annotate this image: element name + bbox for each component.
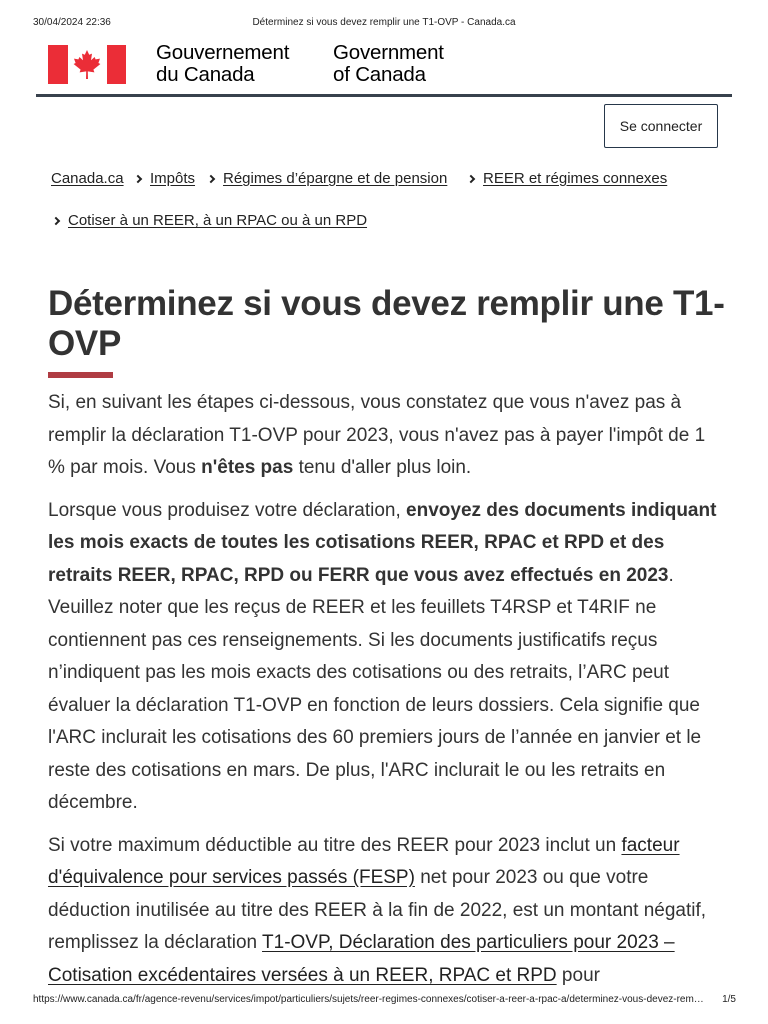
breadcrumb-link[interactable]: Impôts bbox=[150, 170, 196, 187]
chevron-right-icon bbox=[134, 174, 142, 182]
breadcrumb-item-canada[interactable] bbox=[51, 170, 124, 187]
breadcrumb-link[interactable]: Cotiser à un REER, à un RPAC ou à un RPD bbox=[68, 212, 368, 229]
breadcrumb-item-regimes[interactable] bbox=[206, 170, 447, 187]
government-signature[interactable] bbox=[48, 41, 468, 88]
print-page-title: Déterminez si vous devez remplir une T1-OVP - Canada.ca bbox=[252, 17, 516, 28]
breadcrumb-item-impots[interactable] bbox=[133, 170, 195, 187]
paragraph-fesp: Si votre maximum déductible au titre des REER pour 2023 inclut un facteur d'équivalence pour services passés (FESP) net pour 2023 ou que votre déduction inutilisée au titre des REER à la fin de 2022, est un montant négatif, remplissez la déclaration T1-OVP, Déclaration des particuliers pour 2023 – Cotisation excédentaires versées à un REER, RPAC et RPD pour bbox=[48, 834, 707, 986]
header-divider bbox=[36, 94, 732, 97]
chevron-right-icon bbox=[207, 174, 215, 182]
print-date: 30/04/2024 22:36 bbox=[33, 17, 111, 28]
print-url: https://www.canada.ca/fr/agence-revenu/services/impot/particuliers/sujets/reer-regimes-connexes/cotiser-a-reer-a-rpac-a/determinez-vous-devez-rem… bbox=[33, 994, 704, 1005]
breadcrumb-item-cotiser[interactable] bbox=[51, 212, 367, 229]
breadcrumb-link[interactable]: REER et régimes connexes bbox=[483, 170, 668, 187]
chevron-right-icon bbox=[467, 174, 475, 182]
canada-flag-icon bbox=[48, 45, 126, 84]
t1-ovp-form-link[interactable]: T1-OVP, Déclaration des particuliers pour 2023 – Cotisation excédentaires versées à un REER, RPAC et RPD bbox=[48, 932, 675, 986]
paragraph-documents: Lorsque vous produisez votre déclaration, envoyez des documents indiquant les mois exacts de toutes les cotisations REER, RPAC et RPD et des retraits REER, RPAC, RPD ou FERR que vous avez effectués en 2023. Veuillez noter que les reçus de REER et les feuillets T4RSP et T4RIF ne contiennent pas ces renseignements. Si les documents justificatifs reçus n’indiquent pas les mois exacts des cotisations ou des retraits, l’ARC peut évaluer la déclaration T1-OVP en fonction de leurs dossiers. Cela signifie que l'ARC inclurait les cotisations des 60 premiers jours de l’année en janvier et le reste des cotisations en mars. De plus, l'ARC inclurait le ou les retraits en décembre. bbox=[48, 499, 717, 813]
fesp-link[interactable]: facteur d'équivalence pour services passés (FESP) bbox=[48, 834, 680, 888]
paragraph-intro: Si, en suivant les étapes ci-dessous, vous constatez que vous n'avez pas à remplir la déclaration T1-OVP pour 2023, vous n'avez pas à payer l'impôt de 1 % par mois. Vous n'êtes pas tenu d'aller plus loin. bbox=[48, 392, 706, 478]
print-header bbox=[0, 17, 768, 31]
maple-leaf-icon bbox=[71, 49, 103, 81]
main-content bbox=[48, 387, 724, 1002]
breadcrumb-item-reer[interactable] bbox=[466, 170, 667, 187]
signature-french: Gouvernement du Canada bbox=[156, 41, 290, 86]
page-title: Déterminez si vous devez remplir une T1-OVP bbox=[48, 284, 725, 363]
print-page-number: 1/5 bbox=[722, 994, 736, 1005]
title-underline bbox=[48, 372, 113, 378]
signin-button[interactable]: Se connecter bbox=[604, 104, 718, 148]
breadcrumb-link[interactable]: Régimes d’épargne et de pension bbox=[223, 170, 448, 187]
signature-english: Government of Canada bbox=[333, 41, 444, 86]
chevron-right-icon bbox=[52, 216, 60, 224]
breadcrumb-link[interactable]: Canada.ca bbox=[51, 170, 124, 187]
